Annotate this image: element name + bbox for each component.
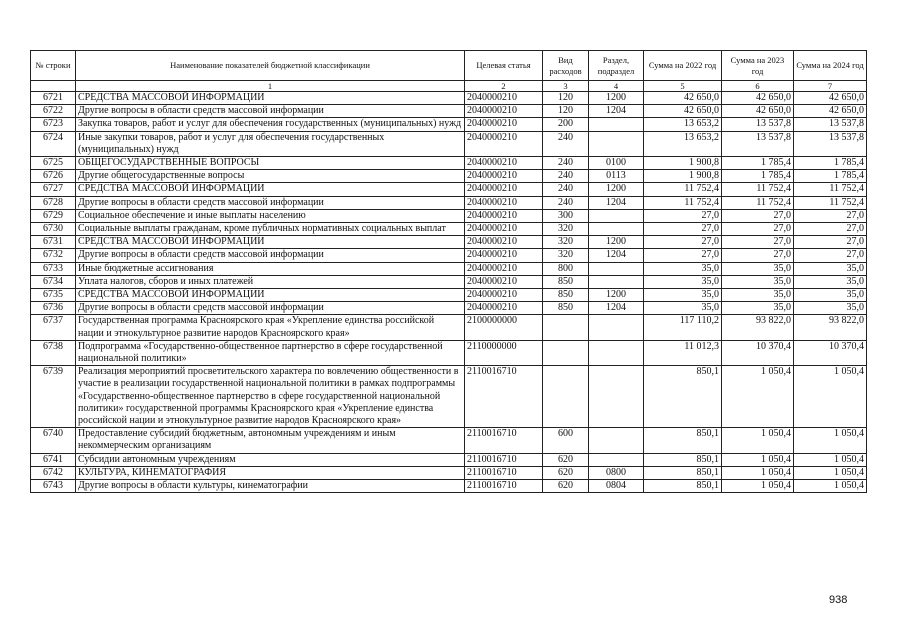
- row-sum-2022: 850,1: [644, 466, 722, 479]
- column-numbers-row: [31, 81, 867, 92]
- header-exp-type: Вид расходов: [543, 51, 589, 81]
- row-sum-2024: 1 050,4: [794, 480, 867, 493]
- row-sum-2024: 27,0: [794, 236, 867, 249]
- row-sum-2023: 11 752,4: [722, 183, 794, 196]
- row-sum-2022: 35,0: [644, 302, 722, 315]
- row-target: 2040000210: [465, 236, 543, 249]
- row-section: 1200: [589, 92, 644, 105]
- row-sum-2023: 42 650,0: [722, 92, 794, 105]
- row-number: 6740: [31, 428, 76, 453]
- table-row: [31, 209, 867, 222]
- row-sum-2024: 1 050,4: [794, 466, 867, 479]
- row-section: [589, 428, 644, 453]
- row-sum-2023: 42 650,0: [722, 105, 794, 118]
- row-sum-2022: 35,0: [644, 275, 722, 288]
- budget-table: [30, 50, 867, 493]
- row-sum-2024: 35,0: [794, 302, 867, 315]
- row-sum-2024: 11 752,4: [794, 196, 867, 209]
- row-sum-2022: 117 110,2: [644, 315, 722, 340]
- row-number: 6734: [31, 275, 76, 288]
- row-target: 2110016710: [465, 453, 543, 466]
- row-section: 1204: [589, 249, 644, 262]
- row-sum-2022: 11 752,4: [644, 196, 722, 209]
- row-sum-2024: 35,0: [794, 262, 867, 275]
- row-sum-2024: 27,0: [794, 209, 867, 222]
- row-target: 2110016710: [465, 466, 543, 479]
- row-section: 1200: [589, 183, 644, 196]
- row-exp-type: 600: [543, 428, 589, 453]
- header-sum-2022: Сумма на 2022 год: [644, 51, 722, 81]
- table-row: [31, 480, 867, 493]
- row-section: 1204: [589, 196, 644, 209]
- row-section: [589, 366, 644, 428]
- row-exp-type: 200: [543, 118, 589, 131]
- row-sum-2023: 1 050,4: [722, 466, 794, 479]
- row-name: Социальное обеспечение и иные выплаты населению: [76, 209, 465, 222]
- row-section: [589, 131, 644, 156]
- row-number: 6743: [31, 480, 76, 493]
- row-number: 6723: [31, 118, 76, 131]
- row-sum-2024: 10 370,4: [794, 340, 867, 365]
- row-exp-type: [543, 366, 589, 428]
- table-row: [31, 92, 867, 105]
- row-number: 6742: [31, 466, 76, 479]
- row-exp-type: 240: [543, 170, 589, 183]
- table-row: [31, 428, 867, 453]
- table-row: [31, 453, 867, 466]
- row-name: КУЛЬТУРА, КИНЕМАТОГРАФИЯ: [76, 466, 465, 479]
- row-target: 2040000210: [465, 118, 543, 131]
- row-exp-type: 240: [543, 131, 589, 156]
- row-target: 2040000210: [465, 92, 543, 105]
- table-row: [31, 289, 867, 302]
- row-exp-type: 240: [543, 196, 589, 209]
- row-name: СРЕДСТВА МАССОВОЙ ИНФОРМАЦИИ: [76, 92, 465, 105]
- row-sum-2024: 13 537,8: [794, 131, 867, 156]
- row-section: [589, 315, 644, 340]
- row-exp-type: 240: [543, 183, 589, 196]
- row-target: 2040000210: [465, 275, 543, 288]
- table-row: [31, 466, 867, 479]
- row-exp-type: 850: [543, 275, 589, 288]
- column-number: 4: [589, 81, 644, 92]
- row-sum-2024: 35,0: [794, 289, 867, 302]
- row-target: 2110016710: [465, 366, 543, 428]
- table-row: [31, 131, 867, 156]
- row-sum-2024: 11 752,4: [794, 183, 867, 196]
- table-row: [31, 196, 867, 209]
- header-sum-2023: Сумма на 2023 год: [722, 51, 794, 81]
- row-sum-2024: 1 050,4: [794, 453, 867, 466]
- row-number: 6738: [31, 340, 76, 365]
- header-section: Раздел, подраздел: [589, 51, 644, 81]
- row-section: 1204: [589, 302, 644, 315]
- row-sum-2022: 850,1: [644, 480, 722, 493]
- table-row: [31, 105, 867, 118]
- table-row: [31, 170, 867, 183]
- table-row: [31, 275, 867, 288]
- row-sum-2022: 42 650,0: [644, 105, 722, 118]
- row-target: 2100000000: [465, 315, 543, 340]
- table-row: [31, 340, 867, 365]
- row-section: 0100: [589, 157, 644, 170]
- row-sum-2022: 27,0: [644, 249, 722, 262]
- row-name: Субсидии автономным учреждениям: [76, 453, 465, 466]
- row-target: 2040000210: [465, 183, 543, 196]
- row-target: 2040000210: [465, 157, 543, 170]
- row-exp-type: 300: [543, 209, 589, 222]
- row-number: 6731: [31, 236, 76, 249]
- row-sum-2023: 13 537,8: [722, 118, 794, 131]
- row-target: 2110000000: [465, 340, 543, 365]
- row-name: Закупка товаров, работ и услуг для обеспечения государственных (муниципальных) нужд: [76, 118, 465, 131]
- row-sum-2023: 1 050,4: [722, 428, 794, 453]
- row-sum-2023: 1 050,4: [722, 480, 794, 493]
- row-target: 2040000210: [465, 209, 543, 222]
- row-target: 2040000210: [465, 302, 543, 315]
- row-name: Другие вопросы в области средств массовой информации: [76, 302, 465, 315]
- row-name: СРЕДСТВА МАССОВОЙ ИНФОРМАЦИИ: [76, 236, 465, 249]
- row-exp-type: 120: [543, 92, 589, 105]
- row-name: Предоставление субсидий бюджетным, автономным учреждениям и иным некоммерческим организациям: [76, 428, 465, 453]
- row-sum-2024: 93 822,0: [794, 315, 867, 340]
- row-sum-2024: 1 050,4: [794, 366, 867, 428]
- row-target: 2040000210: [465, 289, 543, 302]
- row-sum-2023: 1 785,4: [722, 157, 794, 170]
- row-sum-2024: 1 050,4: [794, 428, 867, 453]
- row-sum-2022: 850,1: [644, 366, 722, 428]
- row-name: СРЕДСТВА МАССОВОЙ ИНФОРМАЦИИ: [76, 289, 465, 302]
- row-sum-2022: 11 752,4: [644, 183, 722, 196]
- row-sum-2022: 27,0: [644, 223, 722, 236]
- row-sum-2023: 13 537,8: [722, 131, 794, 156]
- row-sum-2023: 35,0: [722, 302, 794, 315]
- row-name: Другие вопросы в области культуры, кинематографии: [76, 480, 465, 493]
- row-exp-type: 620: [543, 466, 589, 479]
- row-exp-type: 620: [543, 453, 589, 466]
- row-section: 1204: [589, 105, 644, 118]
- table-body: [31, 81, 867, 493]
- row-name: СРЕДСТВА МАССОВОЙ ИНФОРМАЦИИ: [76, 183, 465, 196]
- row-name: Иные закупки товаров, работ и услуг для обеспечения государственных (муниципальных) нужд: [76, 131, 465, 156]
- row-target: 2110016710: [465, 428, 543, 453]
- row-sum-2023: 1 785,4: [722, 170, 794, 183]
- row-sum-2023: 27,0: [722, 236, 794, 249]
- row-target: 2040000210: [465, 105, 543, 118]
- row-name: ОБЩЕГОСУДАРСТВЕННЫЕ ВОПРОСЫ: [76, 157, 465, 170]
- column-number: 1: [76, 81, 465, 92]
- row-section: 1200: [589, 236, 644, 249]
- row-section: 1200: [589, 289, 644, 302]
- row-number: 6736: [31, 302, 76, 315]
- row-sum-2024: 42 650,0: [794, 105, 867, 118]
- row-sum-2022: 13 653,2: [644, 131, 722, 156]
- header-target: Целевая статья: [465, 51, 543, 81]
- row-number: 6727: [31, 183, 76, 196]
- header-name: Наименование показателей бюджетной классификации: [76, 51, 465, 81]
- row-section: 0113: [589, 170, 644, 183]
- row-sum-2023: 35,0: [722, 275, 794, 288]
- column-number: 7: [794, 81, 867, 92]
- row-sum-2024: 1 785,4: [794, 157, 867, 170]
- row-sum-2022: 11 012,3: [644, 340, 722, 365]
- row-number: 6722: [31, 105, 76, 118]
- column-number: 2: [465, 81, 543, 92]
- row-section: [589, 262, 644, 275]
- row-sum-2023: 27,0: [722, 223, 794, 236]
- row-sum-2024: 42 650,0: [794, 92, 867, 105]
- row-number: 6724: [31, 131, 76, 156]
- row-sum-2023: 35,0: [722, 262, 794, 275]
- header-row-no: № строки: [31, 51, 76, 81]
- row-name: Иные бюджетные ассигнования: [76, 262, 465, 275]
- row-target: 2040000210: [465, 170, 543, 183]
- table-header: [31, 51, 867, 81]
- column-number: 3: [543, 81, 589, 92]
- row-name: Другие общегосударственные вопросы: [76, 170, 465, 183]
- row-sum-2022: 42 650,0: [644, 92, 722, 105]
- row-sum-2023: 27,0: [722, 249, 794, 262]
- row-sum-2022: 850,1: [644, 453, 722, 466]
- row-section: [589, 209, 644, 222]
- table-row: [31, 249, 867, 262]
- row-section: [589, 453, 644, 466]
- row-sum-2022: 1 900,8: [644, 157, 722, 170]
- table-row: [31, 157, 867, 170]
- row-number: 6739: [31, 366, 76, 428]
- row-sum-2023: 35,0: [722, 289, 794, 302]
- header-sum-2024: Сумма на 2024 год: [794, 51, 867, 81]
- row-sum-2023: 10 370,4: [722, 340, 794, 365]
- row-name: Другие вопросы в области средств массовой информации: [76, 105, 465, 118]
- row-exp-type: 320: [543, 236, 589, 249]
- row-name: Другие вопросы в области средств массовой информации: [76, 249, 465, 262]
- row-exp-type: 320: [543, 249, 589, 262]
- row-section: [589, 275, 644, 288]
- row-sum-2022: 850,1: [644, 428, 722, 453]
- table-row: [31, 366, 867, 428]
- row-sum-2023: 1 050,4: [722, 366, 794, 428]
- row-sum-2022: 27,0: [644, 236, 722, 249]
- row-section: [589, 340, 644, 365]
- row-number: 6735: [31, 289, 76, 302]
- row-target: 2110016710: [465, 480, 543, 493]
- table-row: [31, 223, 867, 236]
- column-number: 6: [722, 81, 794, 92]
- column-number: 5: [644, 81, 722, 92]
- row-sum-2023: 11 752,4: [722, 196, 794, 209]
- row-number: 6730: [31, 223, 76, 236]
- row-name: Уплата налогов, сборов и иных платежей: [76, 275, 465, 288]
- row-name: Реализация мероприятий просветительского характера по вовлечению общественности в участие в реализации государственной национальной политики в рамках подпрограммы «Государственно-общественное партнерство в сфере государственной национальной политики» государственной программы Красноярского края «Укрепление единства российской нации и этнокультурное развитие народов Красноярского края»: [76, 366, 465, 428]
- row-target: 2040000210: [465, 249, 543, 262]
- row-target: 2040000210: [465, 223, 543, 236]
- row-exp-type: 240: [543, 157, 589, 170]
- row-section: 0800: [589, 466, 644, 479]
- row-name: Подпрограмма «Государственно-общественное партнерство в сфере государственной национальной политики»: [76, 340, 465, 365]
- table-row: [31, 315, 867, 340]
- row-name: Государственная программа Красноярского края «Укрепление единства российской нации и этнокультурное развитие народов Красноярского края»: [76, 315, 465, 340]
- row-exp-type: [543, 340, 589, 365]
- row-exp-type: 120: [543, 105, 589, 118]
- table-row: [31, 262, 867, 275]
- row-section: 0804: [589, 480, 644, 493]
- row-sum-2024: 1 785,4: [794, 170, 867, 183]
- row-name: Другие вопросы в области средств массовой информации: [76, 196, 465, 209]
- row-exp-type: 850: [543, 289, 589, 302]
- row-number: 6737: [31, 315, 76, 340]
- row-sum-2022: 35,0: [644, 262, 722, 275]
- row-target: 2040000210: [465, 131, 543, 156]
- page-number: 938: [829, 594, 848, 606]
- row-number: 6733: [31, 262, 76, 275]
- row-number: 6725: [31, 157, 76, 170]
- row-section: [589, 118, 644, 131]
- row-sum-2024: 13 537,8: [794, 118, 867, 131]
- row-section: [589, 223, 644, 236]
- row-target: 2040000210: [465, 196, 543, 209]
- row-name: Социальные выплаты гражданам, кроме публичных нормативных социальных выплат: [76, 223, 465, 236]
- row-number: 6732: [31, 249, 76, 262]
- row-number: 6741: [31, 453, 76, 466]
- table-row: [31, 183, 867, 196]
- row-exp-type: 620: [543, 480, 589, 493]
- row-sum-2024: 27,0: [794, 223, 867, 236]
- table-row: [31, 118, 867, 131]
- row-sum-2022: 13 653,2: [644, 118, 722, 131]
- row-exp-type: [543, 315, 589, 340]
- row-sum-2023: 1 050,4: [722, 453, 794, 466]
- row-sum-2024: 27,0: [794, 249, 867, 262]
- row-number: 6729: [31, 209, 76, 222]
- column-number: [31, 81, 76, 92]
- row-sum-2022: 27,0: [644, 209, 722, 222]
- table-row: [31, 236, 867, 249]
- row-sum-2023: 27,0: [722, 209, 794, 222]
- table-row: [31, 302, 867, 315]
- row-number: 6721: [31, 92, 76, 105]
- row-number: 6726: [31, 170, 76, 183]
- row-exp-type: 850: [543, 302, 589, 315]
- row-sum-2024: 35,0: [794, 275, 867, 288]
- row-sum-2022: 35,0: [644, 289, 722, 302]
- row-target: 2040000210: [465, 262, 543, 275]
- row-sum-2023: 93 822,0: [722, 315, 794, 340]
- row-number: 6728: [31, 196, 76, 209]
- row-sum-2022: 1 900,8: [644, 170, 722, 183]
- row-exp-type: 800: [543, 262, 589, 275]
- row-exp-type: 320: [543, 223, 589, 236]
